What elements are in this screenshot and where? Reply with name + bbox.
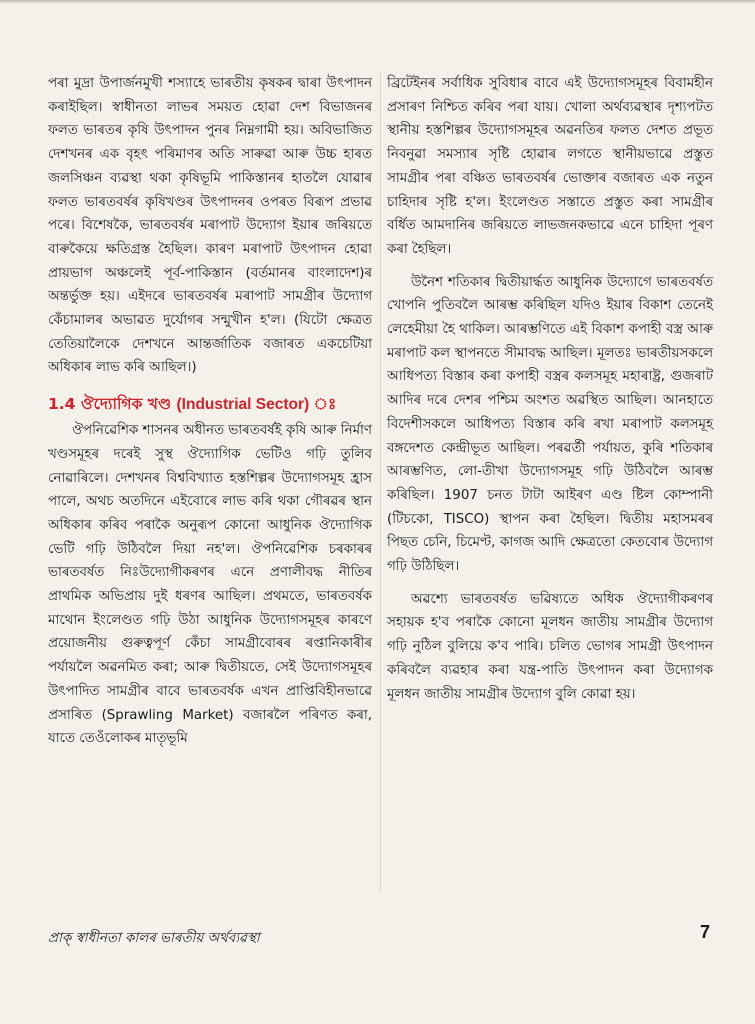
running-footer-title: প্ৰাক্ স্বাধীনতা কালৰ ভাৰতীয় অৰ্থব্যৱস্থা xyxy=(48,931,260,946)
section-heading-title: ঔদ্যোগিক খণ্ড xyxy=(80,395,172,414)
section-heading xyxy=(48,392,372,417)
right-column xyxy=(387,72,713,706)
column-divider xyxy=(380,72,381,892)
right-paragraph-2: উনৈশ শতিকাৰ দ্বিতীয়াৰ্দ্ধত আধুনিক উদ্যোগে ভাৰতবৰ্ষত খোপনি পুতিবলৈ আৰম্ভ কৰিছিল যদিও ইয়াৰ বিকাশ তেনেই লেহেমীয়া হৈ থাকিল। আৰম্ভণিতে এই বিকাশ কপাহী বস্ত্ৰ আৰু মৰাপাট কল স্থাপনতে সীমাবদ্ধ আছিল। মূলতঃ ভাৰতীয়সকলে আধিপত্য বিস্তাৰ কৰা কপাহী বস্ত্ৰৰ কলসমূহ মহাৰাষ্ট্ৰ, গুজৰাট আদিৰ দৰে দেশৰ পশ্চিম অংশত অৱস্থিত আছিল। আনহাতে বিদেশীসকলে আধিপত্য বিস্তাৰ কৰি ৰখা মৰাপাট কলসমূহ বঙ্গদেশত কেন্দ্ৰীভূত আছিল। পৰৱৰ্তী পৰ্যায়ত, কুৰি শতিকাৰ আৰম্ভণিত, লো-তীখা উদ্যোগসমূহ গঢ়ি উঠিবলৈ আৰম্ভ কৰিছিল। 1907 চনত টাটা আইৰণ এণ্ড ষ্টিল কোম্পানী (টিচকো, TISCO) স্থাপন কৰা হৈছিল। দ্বিতীয় মহাসমৰৰ পিছত চেনি, চিমেণ্ট, কাগজ আদি ক্ষেত্ৰতো কেতবোৰ উদ্যোগ গঢ়ি উঠিছিল। xyxy=(387,274,713,575)
section-heading-number: 1.4 xyxy=(48,395,76,414)
page-number: 7 xyxy=(699,922,710,942)
left-paragraph-2: ঔপনিৱেশিক শাসনৰ অধীনত ভাৰতবৰ্ষই কৃষি আৰু নিৰ্মাণ খণ্ডসমূহৰ দৰেই সুস্থ ঔদ্যোগিক ভেটিও গঢ়ি তুলিব নোৱাৰিলে। দেশখনৰ বিশ্ববিখ্যাত হস্তশিল্পৰ উদ্যোগসমূহ হ্ৰাস পালে, অথচ অতদিনে এইবোৰে লাভ কৰি থকা গৌৰৱৰ স্থান অধিকাৰ কৰিব পৰাকৈ অনুৰূপ কোনো আধুনিক ঔদ্যোগিক ভেটি গঢ়ি উঠিবলৈ দিয়া নহ'ল। ঔপনিৱেশিক চৰকাৰৰ ভাৰতবৰ্ষত নিঃউদ্যোগীকৰণৰ এনে প্ৰণালীবদ্ধ নীতিৰ প্ৰাথমিক অভিপ্ৰায় দুই ধৰণৰ আছিল। প্ৰথমতে, ভাৰতবৰ্ষক মাথোন ইংলেণ্ডত গঢ়ি উঠা আধুনিক উদ্যোগসমূহৰ কাৰণে প্ৰয়োজনীয় গুৰুত্বপূৰ্ণ কেঁচা সামগ্ৰীবোৰৰ ৰপ্তানিকাৰীৰ পৰ্যায়লৈ অৱনমিত কৰা; আৰু দ্বিতীয়তে, সেই উদ্যোগসমূহৰ উৎপাদিত সামগ্ৰীৰ বাবে ভাৰতবৰ্ষক এখন প্ৰাপ্তিবিহীনভাৱে প্ৰসাৰিত (Sprawling Market) বজাৰলৈ পৰিণত কৰা, যাতে তেওঁলোকৰ মাতৃভূমি xyxy=(48,423,372,747)
left-column xyxy=(48,72,372,751)
left-paragraph-1: পৰা মুদ্ৰা উপাৰ্জনমুখী শস্যাহে ভাৰতীয় কৃষকৰ দ্বাৰা উৎপাদন কৰাইছিল। স্বাধীনতা লাভৰ সময়ত হোৱা দেশ বিভাজনৰ ফলত ভাৰতৰ কৃষি উৎপাদন পুনৰ নিম্নগামী হয়। অবিভাজিত দেশখনৰ এক বৃহৎ পৰিমাণৰ অতি সাৰুৱা আৰু উচ্চ হাৰত জলসিঞ্চন ব্যৱস্থা থকা কৃষিভূমি পাকিস্তানৰ হাতলৈ যোৱাৰ ফলত ভাৰতবৰ্ষৰ কৃষিখণ্ডৰ উৎপাদনৰ ওপৰত বিৰূপ প্ৰভাৱ পৰে। বিশেষকৈ, ভাৰতবৰ্ষৰ মৰাপাট উদ্যোগ ইয়াৰ জৰিয়তে বাৰুকৈয়ে ক্ষতিগ্ৰস্ত হৈছিল। কাৰণ মৰাপাট উৎপাদন হোৱা প্ৰায়ভাগ অঞ্চলেই পূৰ্ব-পাকিস্তান (বৰ্তমানৰ বাংলাদেশ)ৰ অন্তৰ্ভুক্ত হয়। এইদৰে ভাৰতবৰ্ষৰ মৰাপাট সামগ্ৰীৰ উদ্যোগ কেঁচামালৰ অভাৱত দুৰ্যোগৰ সন্মুখীন হ'ল। (যিটো ক্ষেত্ৰত তেতিয়ালৈকে দেশখনে আন্তৰ্জাতিক বজাৰত একচেটিয়া অধিকাৰ লাভ কৰি আছিল।) xyxy=(48,76,372,376)
section-heading-english: (Industrial Sector) xyxy=(176,396,310,414)
right-paragraph-1: ব্ৰিটেইনৰ সৰ্বাধিক সুবিধাৰ বাবে এই উদ্যোগসমূহৰ বিবামহীন প্ৰসাৰণ নিশ্চিত কৰিব পৰা যায়। খোলা অৰ্থব্যৱস্থাৰ দৃশ্যপটত স্থানীয় হস্তশিল্পৰ উদ্যোগসমূহৰ অৱনতিৰ ফলত দেশত প্ৰভূত নিবনুৱা সমস্যাৰ সৃষ্টি হোৱাৰ লগতে স্থানীয়ভাৱে প্ৰস্তুত সামগ্ৰীৰ পৰা বঞ্চিত ভাৰতবৰ্ষৰ ভোক্তাৰ বজাৰত এক নতুন চাহিদাৰ সৃষ্টি হ'ল। ইংলেণ্ডত সস্তাতে প্ৰস্তুত কৰা সামগ্ৰীৰ বৰ্ধিত আমদানিৰ জৰিয়তে লাভজনকভাৱে এনে চাহিদা পূৰণ কৰা হৈছিল। xyxy=(387,76,713,257)
right-paragraph-3: অৱশ্যে ভাৰতবৰ্ষত ভৱিষ্যতে অধিক ঔদ্যোগীকৰণৰ সহায়ক হ'ব পৰাকৈ কোনো মূলধন জাতীয় সামগ্ৰীৰ উদ্যোগ গঢ়ি নুঠিল বুলিয়ে ক'ব পাৰি। চলিত ভোগৰ সামগ্ৰী উৎপাদন কৰিবলৈ ব্যৱহাৰ কৰা যন্ত্ৰ-পাতি উৎপাদন কৰা উদ্যোগক মূলধন জাতীয় সামগ্ৰীৰ উদ্যোগ বুলি কোৱা হয়। xyxy=(387,591,713,702)
page-top-edge xyxy=(0,0,755,4)
